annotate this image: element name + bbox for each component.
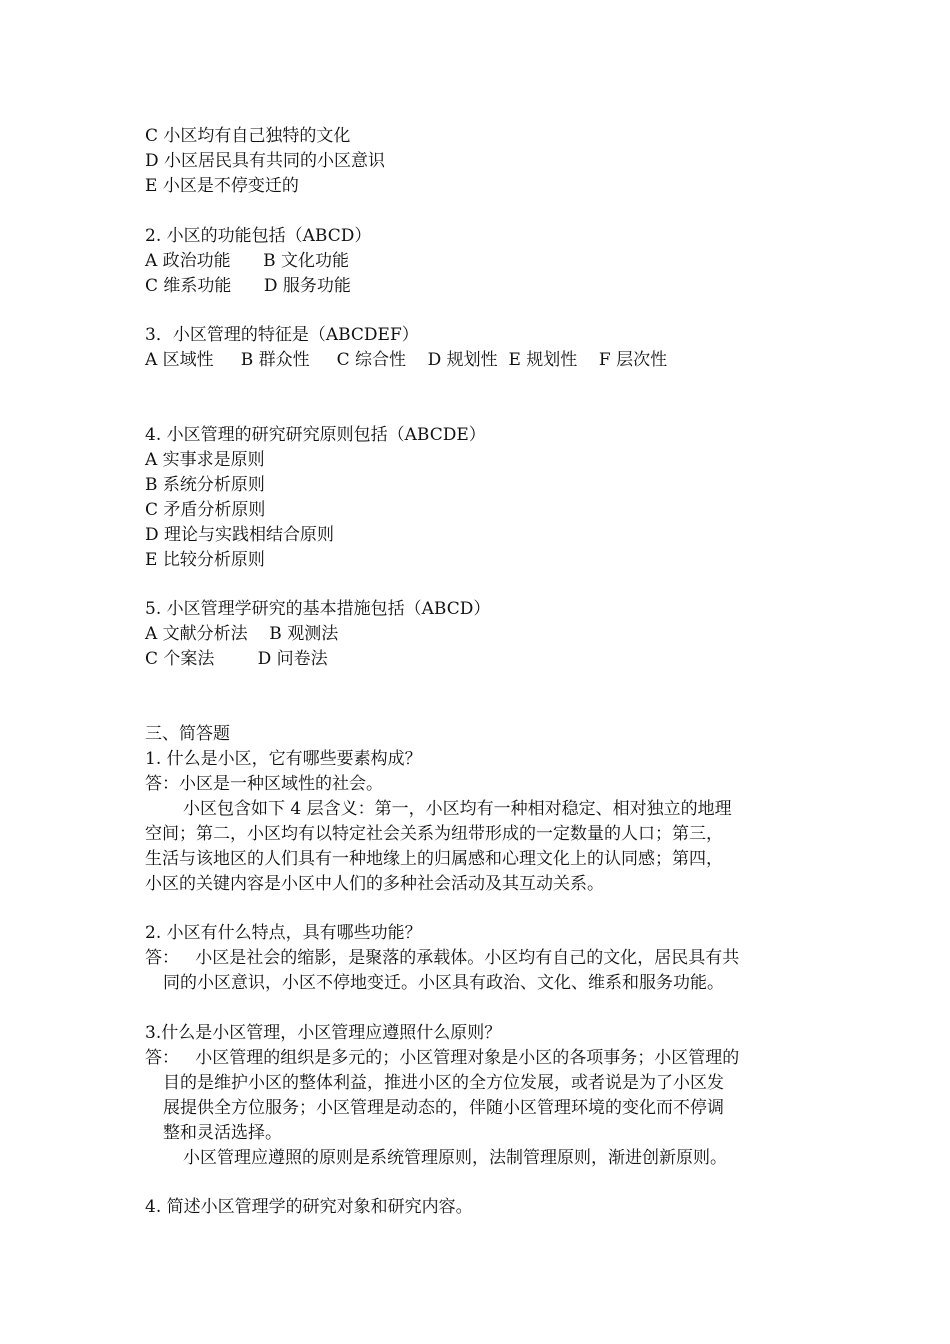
s3-answer-line4: 整和灵活选择。	[163, 1123, 282, 1143]
q5-options-row2: C 个案法 D 问卷法	[145, 649, 328, 669]
q1-option-d: D 小区居民具有共同的小区意识	[145, 151, 386, 171]
s2-answer-line1: 答： 小区是社会的缩影，是聚落的承载体。小区均有自己的文化，居民具有共	[145, 948, 740, 968]
q1-option-c: C 小区均有自己独特的文化	[145, 126, 351, 146]
q4-option-c: C 矛盾分析原则	[145, 500, 266, 520]
s3-principles: 小区管理应遵照的原则是系统管理原则，法制管理原则，渐进创新原则。	[183, 1148, 727, 1168]
q5-stem: 5. 小区管理学研究的基本措施包括（ABCD）	[145, 599, 491, 619]
q4-option-a: A 实事求是原则	[145, 450, 265, 470]
q4-option-d: D 理论与实践相结合原则	[145, 525, 335, 545]
s1-paragraph-line3: 生活与该地区的人们具有一种地缘上的归属感和心理文化上的认同感；第四，	[145, 849, 723, 869]
q4-option-e: E 比较分析原则	[145, 550, 265, 570]
s1-paragraph-line1: 小区包含如下 4 层含义：第一，小区均有一种相对稳定、相对独立的地理	[183, 799, 732, 819]
q4-option-b: B 系统分析原则	[145, 475, 265, 495]
q4-stem: 4. 小区管理的研究研究原则包括（ABCDE）	[145, 425, 486, 445]
q3-options-row1: A 区域性 B 群众性 C 综合性 D 规划性 E 规划性 F 层次性	[145, 350, 668, 370]
s3-answer-line2: 目的是维护小区的整体利益，推进小区的全方位发展，或者说是为了小区发	[163, 1073, 724, 1093]
q2-options-row1: A 政治功能 B 文化功能	[145, 251, 349, 271]
s3-question: 3.什么是小区管理，小区管理应遵照什么原则？	[145, 1023, 502, 1043]
q3-stem: 3．小区管理的特征是（ABCDEF）	[145, 325, 419, 345]
section-heading: 三、简答题	[145, 724, 230, 744]
s1-question: 1. 什么是小区，它有哪些要素构成？	[145, 749, 422, 769]
q5-options-row1: A 文献分析法 B 观测法	[145, 624, 339, 644]
s1-paragraph-line2: 空间；第二，小区均有以特定社会关系为纽带形成的一定数量的人口；第三，	[145, 824, 723, 844]
q2-stem: 2. 小区的功能包括（ABCD）	[145, 226, 372, 246]
s3-answer-line1: 答： 小区管理的组织是多元的；小区管理对象是小区的各项事务；小区管理的	[145, 1048, 740, 1068]
s4-question: 4. 简述小区管理学的研究对象和研究内容。	[145, 1197, 473, 1217]
s3-answer-line3: 展提供全方位服务；小区管理是动态的，伴随小区管理环境的变化而不停调	[163, 1098, 724, 1118]
s2-question: 2. 小区有什么特点，具有哪些功能？	[145, 923, 422, 943]
s2-answer-line2: 同的小区意识，小区不停地变迁。小区具有政治、文化、维系和服务功能。	[163, 973, 724, 993]
s1-answer: 答：小区是一种区域性的社会。	[145, 774, 383, 794]
q2-options-row2: C 维系功能 D 服务功能	[145, 276, 351, 296]
s1-paragraph-line4: 小区的关键内容是小区中人们的多种社会活动及其互动关系。	[145, 874, 604, 894]
q1-option-e: E 小区是不停变迁的	[145, 176, 299, 196]
